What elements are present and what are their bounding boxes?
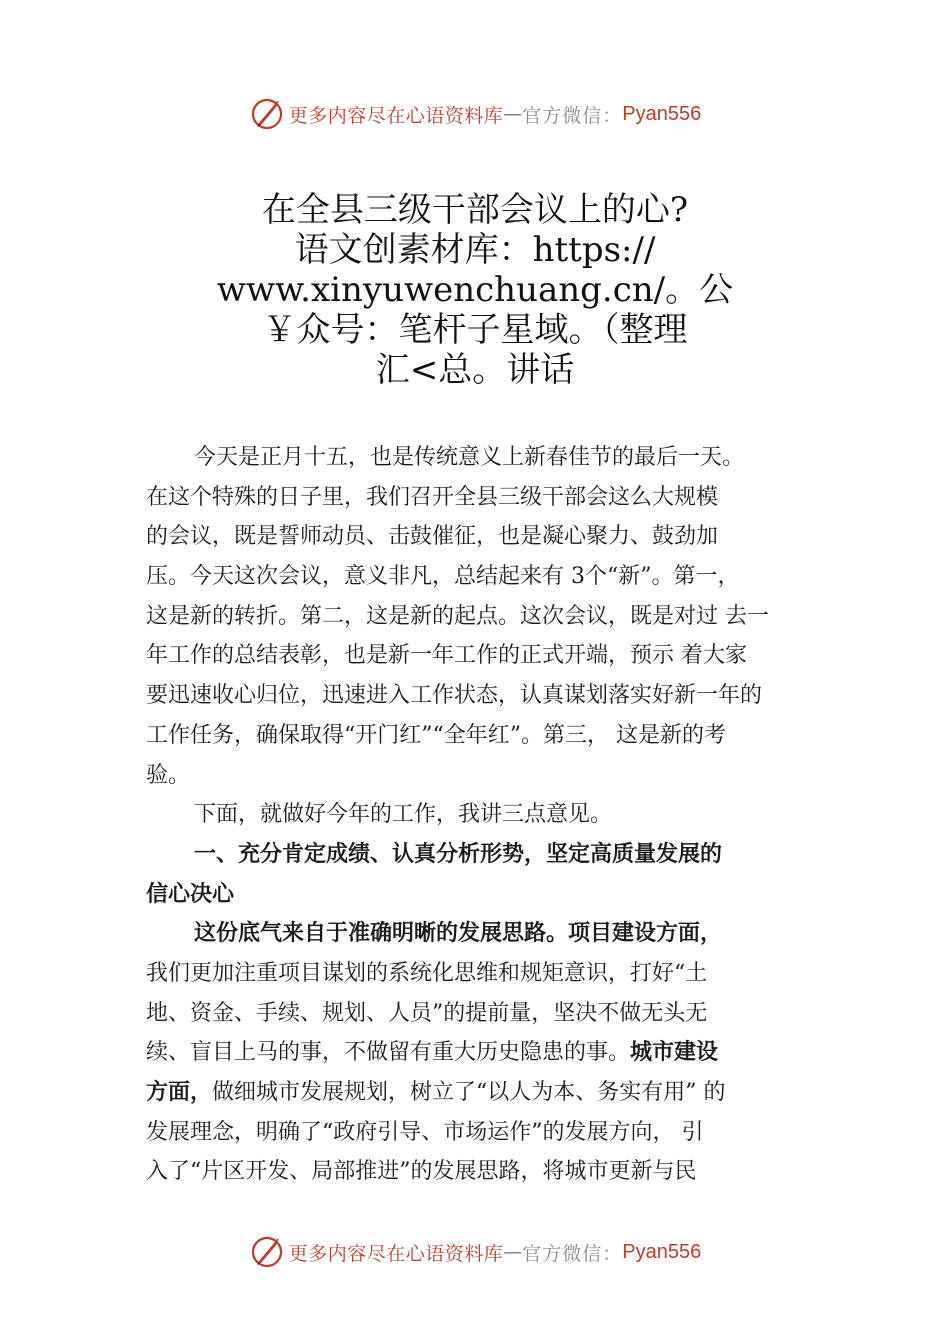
paragraph-line: 发展理念，明确了“政府引导、市场运作”的发展方向， 引 <box>146 1119 704 1145</box>
banner-brand-text: 更多内容尽在心语资料库 <box>288 104 504 127</box>
text-run-bold: 城市建设 <box>630 1040 719 1066</box>
section-heading: 信心决心 <box>146 881 235 907</box>
paragraph-line: 今天是正月十五，也是传统意义上新春佳节的最后一天。 <box>194 445 745 470</box>
paragraph-line: 压。今天这次会议，意义非凡，总结起来有 3个“新”。第一， <box>146 564 740 590</box>
title-line: 语文创素材库：https:// <box>294 230 656 270</box>
paragraph-line: 在这个特殊的日子里，我们召开全县三级干部会这么大规模 <box>146 484 719 510</box>
header-watermark-banner <box>0 94 950 134</box>
quill-pen-seal-icon <box>249 96 285 132</box>
title-line: ￥众号：笔杆子星域。（整理 <box>262 310 688 350</box>
paragraph-line: 下面，就做好今年的工作，我讲三点意见。 <box>194 802 613 828</box>
paragraph-line: 入了“片区开发、局部推进”的发展思路，将城市更新与民 <box>146 1159 697 1185</box>
title-line: www.xinyuwenchuang.cn/。公 <box>216 270 734 310</box>
footer-watermark-banner <box>0 1232 950 1272</box>
paragraph-line: 这份底气来自于准确明晰的发展思路。项目建设方面， <box>194 921 723 947</box>
paragraph-line: 这是新的转折。第二，这是新的起点。这次会议，既是对过 去一 <box>146 603 769 629</box>
text-run: 续、盲目上马的事，不做留有重大历史隐患的事。 <box>146 1040 631 1066</box>
section-heading: 一、充分肯定成绩、认真分析形势，坚定高质量发展的 <box>194 841 723 867</box>
banner-wechat-label: 官方微信： <box>522 104 623 127</box>
paragraph-line: 要迅速收心归位，迅速进入工作状态，认真谋划落实好新一年的 <box>146 683 763 709</box>
banner-dash: — <box>503 1241 523 1263</box>
paragraph-line: 工作任务，确保取得“开门红”“全年红”。第三， 这是新的考 <box>146 722 726 748</box>
document-title <box>200 190 750 390</box>
banner-wechat-id: Pyan556 <box>622 1240 702 1263</box>
banner-wechat-label: 官方微信： <box>522 1242 623 1265</box>
paragraph-line: 年工作的总结表彰，也是新一年工作的正式开端，预示 着大家 <box>146 643 747 669</box>
document-body <box>146 438 836 1192</box>
paragraph-line <box>146 1073 836 1113</box>
paragraph-line: 验。 <box>146 762 191 788</box>
banner-dash: — <box>503 103 523 125</box>
title-line: 在全县三级干部会议上的心? <box>261 190 689 230</box>
paragraph-line: 我们更加注重项目谋划的系统化思维和规矩意识，打好“土 <box>146 960 708 986</box>
paragraph-line: 的会议，既是誓师动员、击鼓催征，也是凝心聚力、鼓劲加 <box>146 524 719 550</box>
quill-pen-seal-icon <box>249 1234 285 1270</box>
paragraph-line: 地、资金、手续、规划、人员”的提前量，坚决不做无头无 <box>146 1000 708 1026</box>
text-run-bold: 方面， <box>146 1080 213 1105</box>
paragraph-line <box>146 1033 836 1073</box>
banner-brand-text: 更多内容尽在心语资料库 <box>288 1242 504 1265</box>
banner-wechat-id: Pyan556 <box>622 102 702 125</box>
title-line: 汇<总。讲话 <box>375 350 575 390</box>
text-run: 做细城市发展规划，树立了“以人为本、务实有用” 的 <box>212 1080 726 1105</box>
